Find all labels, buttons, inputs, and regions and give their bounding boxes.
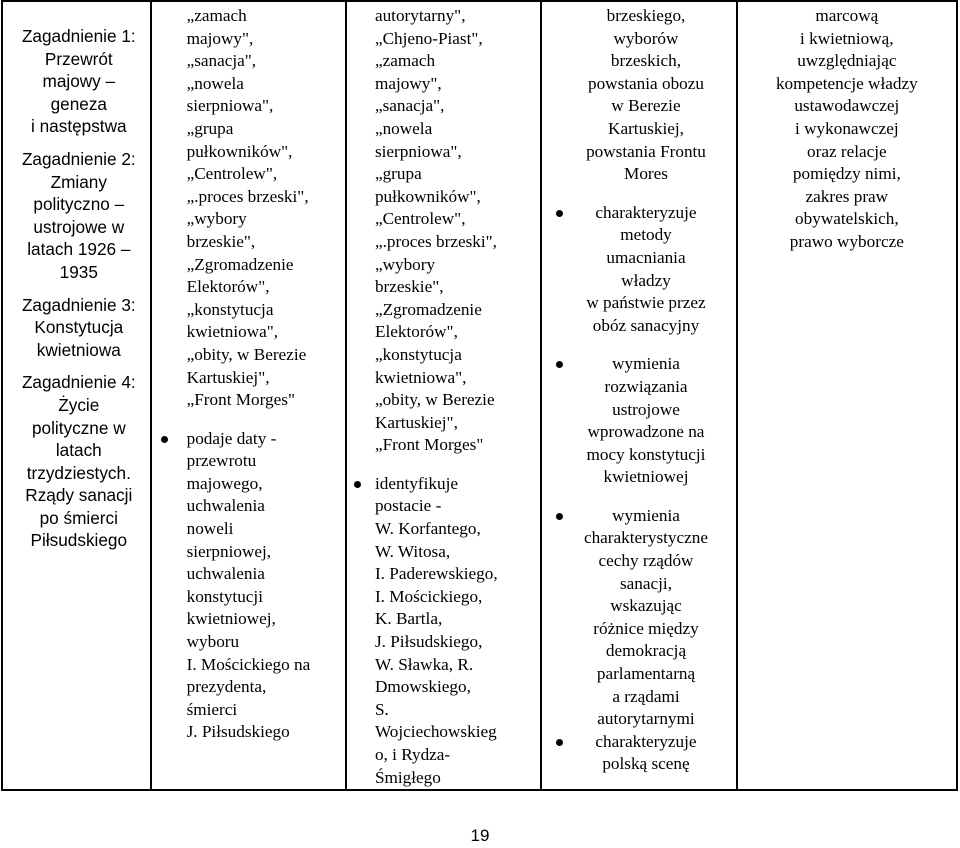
page-number: 19 — [470, 826, 490, 845]
bullet-line: wymienia — [612, 354, 680, 374]
bullet-line: identyfikuje — [374, 473, 459, 493]
bullet-dates — [152, 428, 345, 744]
requirements-column-2 — [737, 1, 957, 790]
term-line: „obity, w Berezie — [186, 344, 307, 364]
bullet-line: demokracją — [605, 641, 687, 661]
requirements-column-1 — [541, 1, 736, 790]
topic-3 — [12, 294, 146, 362]
term-line: „Centrolew", — [186, 164, 278, 184]
topic-line: Zagadnienie 1: — [21, 26, 136, 46]
term-line: Kartuskiej", — [186, 367, 270, 387]
bullet-line: Dmowskiego, — [374, 677, 471, 697]
bullet-line: śmierci — [186, 699, 238, 719]
bullet-line: I. Mościckiego, — [374, 586, 483, 606]
bullet-line: parlamentarną — [596, 664, 696, 684]
topic-line: Zmiany — [50, 171, 107, 192]
req-line: w Berezie — [611, 96, 681, 116]
bullet-line: kwietniowej, — [186, 609, 276, 629]
bullet-line: charakterystyczne — [583, 528, 709, 548]
bullet-line: Wojciechowskieg — [374, 722, 497, 742]
term-line: brzeskie", — [374, 277, 444, 297]
req-line: powstania Frontu — [586, 141, 706, 161]
term-line: autorytarny", — [374, 6, 466, 25]
topic-line: Zagadnienie 3: — [21, 294, 136, 315]
term-line: „wybory — [186, 209, 247, 229]
term-line: sierpniowa", — [374, 141, 462, 161]
bullet-line: polską scenę — [602, 754, 690, 774]
req-line: zakres praw — [805, 186, 889, 206]
topic-line: 1935 — [59, 261, 98, 282]
term-line: „grupa — [186, 118, 234, 138]
req-line: Mores — [624, 164, 668, 184]
bullet-line: uchwalenia — [186, 564, 265, 584]
term-line: „Chjeno-Piast", — [374, 28, 483, 48]
bullet-line: W. Korfantego, — [374, 519, 481, 539]
term-line: „Centrolew", — [374, 209, 466, 229]
bullet-line: podaje daty - — [186, 428, 277, 448]
term-line: „zamach — [186, 6, 247, 25]
bullet-line: I. Mościckiego na — [186, 654, 311, 674]
term-line: „.proces brzeski", — [186, 186, 309, 206]
topics-column — [2, 1, 151, 790]
topic-line: po śmierci — [39, 507, 118, 528]
bullet-line: charakteryzuje — [595, 731, 697, 751]
bullet-line: kwietniowej — [603, 467, 689, 487]
term-line: pułkowników", — [186, 141, 293, 161]
req-line: prawo wyborcze — [789, 231, 904, 251]
bullet-line: K. Bartla, — [374, 609, 443, 629]
term-line: „Zgromadzenie — [186, 254, 294, 274]
terms-list — [152, 5, 345, 412]
bullet-line: majowego, — [186, 473, 263, 493]
bullet-line: cechy rządów — [598, 551, 694, 571]
bullet-line: charakteryzuje — [595, 202, 697, 222]
bullet-solutions — [542, 353, 735, 489]
bullet-line: władzy — [621, 270, 671, 290]
bullet-scene — [542, 731, 735, 776]
term-line: Elektorów", — [374, 322, 458, 342]
bullet-line: rozwiązania — [604, 376, 688, 396]
term-line: „Front Morges" — [374, 435, 484, 455]
bullet-line: prezydenta, — [186, 677, 267, 697]
topic-line: Rządy sanacji — [25, 485, 133, 506]
bullet-line: różnice między — [593, 618, 699, 638]
term-line: kwietniowa", — [374, 367, 467, 387]
topic-line: Życie — [58, 394, 100, 415]
bullet-line: noweli — [186, 519, 234, 539]
bullet-line: Śmigłego — [374, 767, 441, 787]
term-line: „zamach — [374, 51, 436, 71]
req-line: brzeskiego, — [606, 6, 686, 25]
bullet-line: umacniania — [606, 247, 686, 267]
term-line: majowy", — [374, 73, 442, 93]
term-line: „sanacja", — [374, 96, 445, 116]
topic-4 — [12, 371, 146, 552]
bullet-line: uchwalenia — [186, 496, 265, 516]
topic-1 — [12, 25, 146, 138]
req-line: oraz relacje — [807, 141, 887, 161]
term-line: „nowela — [374, 118, 433, 138]
term-line: „grupa — [374, 164, 422, 184]
bullet-line: konstytucji — [186, 586, 263, 606]
bullet-line: wyboru — [186, 632, 240, 652]
topic-2 — [12, 148, 146, 284]
bullet-line: J. Piłsudskiego, — [374, 632, 483, 652]
req-line: wyborów — [613, 28, 679, 48]
term-line: pułkowników", — [374, 186, 481, 206]
bullet-line: wprowadzone na — [587, 422, 705, 442]
bullet-line: ustrojowe — [612, 399, 680, 419]
topic-line: ustrojowe w — [33, 216, 125, 237]
req-line: ustawodawczej — [794, 96, 900, 116]
term-line: „obity, w Berezie — [374, 390, 495, 410]
topic-line: trzydziestych. — [26, 462, 131, 483]
bullet-features — [542, 505, 735, 731]
topic-line: Przewrót — [44, 48, 113, 69]
topic-line: polityczne w — [31, 417, 126, 438]
term-line: „sanacja", — [186, 51, 257, 71]
req-line: i wykonawczej — [795, 118, 899, 138]
bullet-line: o, i Rydza- — [374, 745, 451, 764]
requirements-top — [738, 5, 956, 254]
bullet-line: mocy konstytucji — [586, 444, 706, 464]
topic-line: latach 1926 – — [27, 239, 131, 260]
bullet-line: I. Paderewskiego, — [374, 564, 498, 584]
topic-line: latach — [55, 440, 102, 461]
bullet-line: autorytarnymi — [597, 709, 695, 729]
term-line: „konstytucja — [186, 299, 274, 319]
bullet-line: W. Sławka, R. — [374, 654, 474, 674]
bullet-line: w państwie przez — [586, 293, 706, 313]
requirements-top — [542, 5, 735, 186]
bullet-line: obóz sanacyjny — [592, 315, 700, 335]
bullet-line: sierpniowej, — [186, 541, 272, 561]
bullet-line: postacie - — [374, 496, 442, 516]
bullet-line: W. Witosa, — [374, 541, 451, 561]
topic-line: Zagadnienie 2: — [21, 148, 136, 169]
term-line: brzeskie", — [186, 231, 256, 251]
req-line: Kartuskiej, — [608, 118, 684, 138]
req-line: pomiędzy nimi, — [792, 164, 901, 184]
topic-line: majowy – — [42, 71, 116, 92]
bullet-line: wymienia — [612, 505, 680, 525]
req-line: brzeskich, — [610, 51, 682, 71]
term-line: „wybory — [374, 254, 436, 274]
term-line: „Zgromadzenie — [374, 299, 482, 319]
term-line: Elektorów", — [186, 277, 270, 297]
req-line: kompetencje władzy — [775, 73, 918, 93]
topic-line: kwietniowa — [36, 339, 121, 360]
bullet-line: sanacji, — [619, 573, 672, 593]
req-line: marcową — [815, 6, 879, 25]
req-line: powstania obozu — [587, 73, 704, 93]
req-line: i kwietniową, — [800, 28, 894, 48]
topic-line: Piłsudskiego — [30, 530, 128, 551]
term-line: sierpniowa", — [186, 96, 274, 116]
topic-line: Zagadnienie 4: — [21, 372, 136, 393]
term-line: kwietniowa", — [186, 322, 279, 342]
topic-line: i następstwa — [31, 116, 127, 137]
term-line: „nowela — [186, 73, 244, 93]
bullet-methods — [542, 202, 735, 338]
bullet-line: S. — [374, 699, 389, 719]
bullet-line: a rządami — [612, 686, 680, 706]
curriculum-table — [1, 0, 958, 791]
term-line: majowy", — [186, 28, 254, 48]
terms-column-1 — [151, 1, 346, 790]
req-line: uwzględniając — [797, 51, 897, 71]
table-row — [2, 1, 957, 790]
term-line: „.proces brzeski", — [374, 231, 497, 251]
bullet-icon — [354, 481, 361, 488]
req-line: obywatelskich, — [795, 209, 899, 229]
bullet-line: J. Piłsudskiego — [186, 722, 290, 742]
term-line: „Front Morges" — [186, 390, 295, 410]
bullet-line: metody — [620, 225, 672, 245]
bullet-line: wskazując — [610, 596, 682, 616]
terms-list — [347, 5, 540, 457]
term-line: „konstytucja — [374, 344, 462, 364]
bullet-line: przewrotu — [186, 451, 257, 471]
bullet-people — [347, 473, 540, 789]
bullet-icon — [161, 436, 168, 443]
terms-column-2 — [346, 1, 541, 790]
topic-line: geneza — [50, 93, 107, 114]
topic-line: Konstytucja — [34, 317, 124, 338]
term-line: Kartuskiej", — [374, 412, 458, 432]
topic-line: polityczno – — [33, 194, 125, 215]
